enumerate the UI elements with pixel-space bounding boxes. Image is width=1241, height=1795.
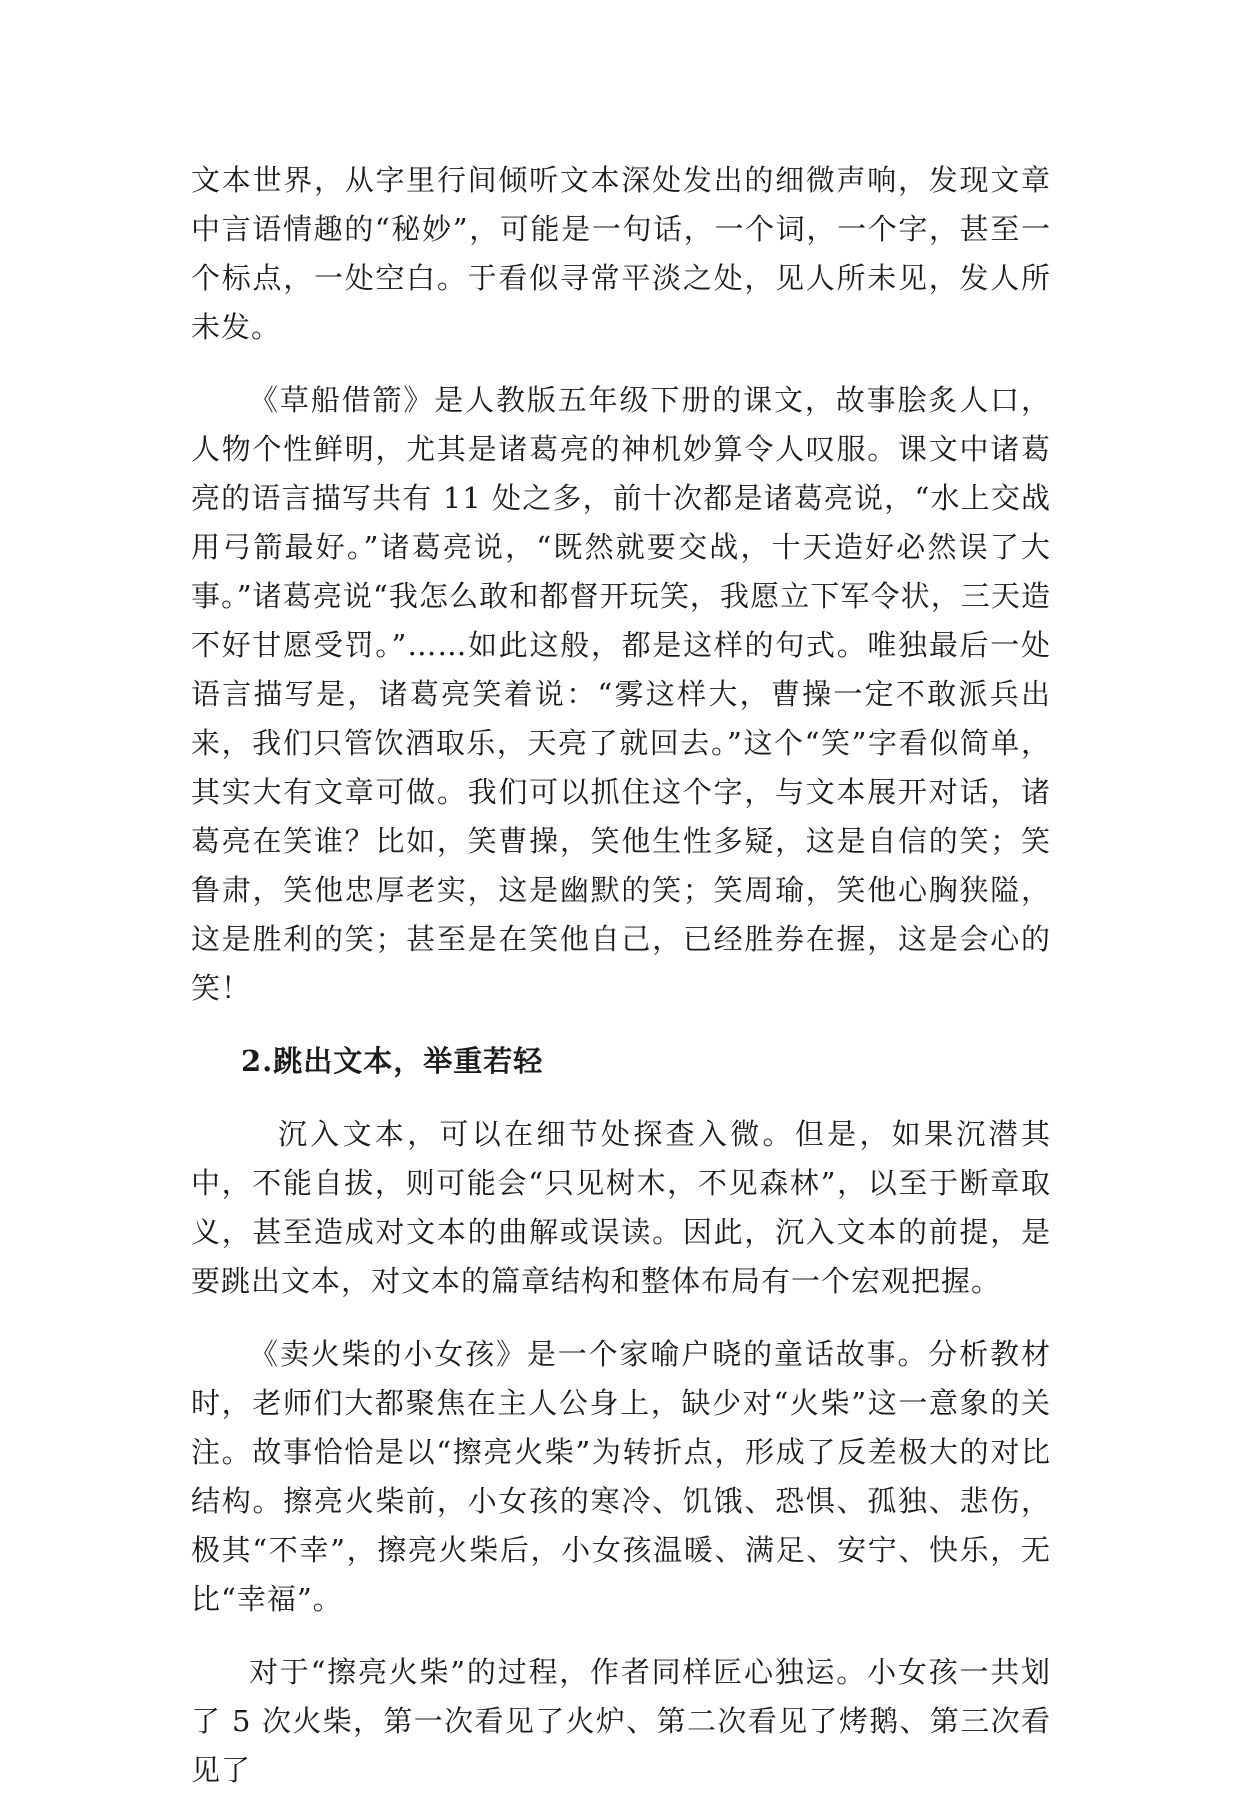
- paragraph-straw-boat: 《草船借箭》是人教版五年级下册的课文，故事脍炙人口，人物个性鲜明，尤其是诸葛亮的神机妙算令人叹服。课文中诸葛亮的语言描写共有 11 处之多，前十次都是诸葛亮说，“水上交战用弓箭最好。”诸葛亮说，“既然就要交战，十天造好必然误了大事。”诸葛亮说“我怎么敢和都督开玩笑，我愿立下军令状，三天造不好甘愿受罚。”……如此这般，都是这样的句式。唯独最后一处语言描写是，诸葛亮笑着说：“雾这样大，曹操一定不敢派兵出来，我们只管饮酒取乐，天亮了就回去。”这个“笑”字看似简单，其实大有文章可做。我们可以抓住这个字，与文本展开对话，诸葛亮在笑谁？比如，笑曹操，笑他生性多疑，这是自信的笑；笑鲁肃，笑他忠厚老实，这是幽默的笑；笑周瑜，笑他心胸狭隘，这是胜利的笑；甚至是在笑他自己，已经胜券在握，这是会心的笑！: [191, 383, 1051, 1005]
- section-heading: 2.跳出文本，举重若轻: [241, 1044, 544, 1078]
- paragraph-striking-matches: 对于“擦亮火柴”的过程，作者同样匠心独运。小女孩一共划了 5 次火柴，第一次看见了火炉、第二次看见了烤鹅、第三次看见了: [191, 1655, 1051, 1787]
- document-body: [191, 156, 1051, 1795]
- paragraph-gap: [191, 1306, 1051, 1330]
- paragraph-gap: [191, 1624, 1051, 1648]
- paragraph-match-girl: 《卖火柴的小女孩》是一个家喻户晓的童话故事。分析教材时，老师们大都聚焦在主人公身上，缺少对“火柴”这一意象的关注。故事恰恰是以“擦亮火柴”为转折点，形成了反差极大的对比结构。擦亮火柴前，小女孩的寒冷、饥饿、恐惧、孤独、悲伤，极其“不幸”，擦亮火柴后，小女孩温暖、满足、安宁、快乐，无比“幸福”。: [191, 1337, 1051, 1616]
- paragraph-gap: [191, 1013, 1051, 1037]
- paragraph-sink-into-text: 沉入文本，可以在细节处探查入微。但是，如果沉潜其中，不能自拔，则可能会“只见树木，不见森林”，以至于断章取义，甚至造成对文本的曲解或误读。因此，沉入文本的前提，是要跳出文本，对文本的篇章结构和整体布局有一个宏观把握。: [191, 1117, 1051, 1298]
- paragraph-gap: [191, 352, 1051, 376]
- paragraph-gap: [191, 1086, 1051, 1110]
- paragraph-text-world: 文本世界，从字里行间倾听文本深处发出的细微声响，发现文章中言语情趣的“秘妙”，可能是一句话，一个词，一个字，甚至一个标点，一处空白。于看似寻常平淡之处，见人所未见，发人所未发。: [191, 163, 1051, 344]
